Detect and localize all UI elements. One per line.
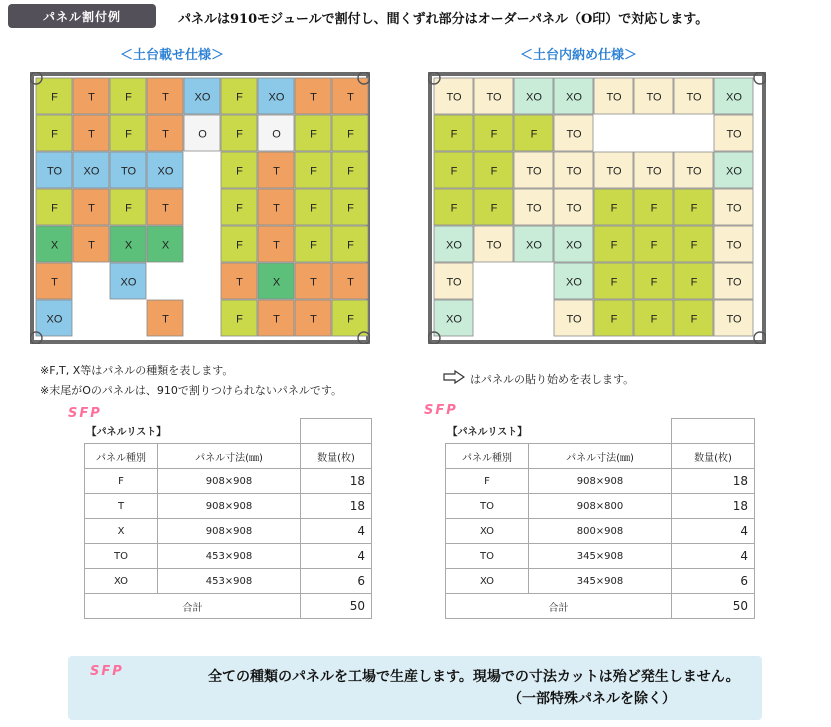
panel-label: XO <box>46 313 63 326</box>
panel-label: F <box>610 239 618 252</box>
cell-qty: 6 <box>301 569 372 594</box>
table-row <box>446 494 755 519</box>
panel-label: T <box>347 276 354 289</box>
cell-qty: 4 <box>301 519 372 544</box>
cell-size: 908×800 <box>529 494 672 519</box>
panel-label: F <box>490 165 498 178</box>
cell-qty: 18 <box>672 469 755 494</box>
cell-size: 345×908 <box>529 569 672 594</box>
panel-label: F <box>490 202 498 215</box>
panel-label: F <box>236 239 243 252</box>
cell-type: TO <box>446 494 529 519</box>
panel-label: T <box>162 313 169 326</box>
panel-label: T <box>88 202 95 215</box>
cell-qty: 4 <box>672 519 755 544</box>
panel-label: F <box>347 202 354 215</box>
panel-label: F <box>310 128 317 141</box>
panel-label: F <box>236 202 243 215</box>
cell-qty: 18 <box>672 494 755 519</box>
panel-label: TO <box>446 91 462 104</box>
note-start-arrow: はパネルの貼り始めを表します。 <box>470 373 635 386</box>
panel-label: TO <box>646 91 662 104</box>
cell-type: TO <box>85 544 158 569</box>
header-qty: 数量(枚) <box>672 444 755 469</box>
panel-label: T <box>273 239 280 252</box>
headline: パネルは910モジュールで割付し、間くずれ部分はオーダーパネル（O印）で対応します。 <box>178 12 709 27</box>
panel-label: F <box>690 202 698 215</box>
cell-qty: 18 <box>301 469 372 494</box>
panel-label: T <box>347 91 354 104</box>
panel-label: F <box>610 276 618 289</box>
header-type: パネル種別 <box>446 444 529 469</box>
panel-label: F <box>690 239 698 252</box>
header-size: パネル寸法(㎜) <box>529 444 672 469</box>
panel-label: T <box>273 165 280 178</box>
panel-label: F <box>450 128 458 141</box>
panel-label: XO <box>194 91 211 104</box>
panel-label: TO <box>526 202 542 215</box>
table-caption: 【パネルリスト】 <box>446 419 672 444</box>
total-value: 50 <box>672 594 755 619</box>
total-label: 合計 <box>85 594 301 619</box>
panel-label: TO <box>726 128 742 141</box>
panel-label: F <box>650 276 658 289</box>
cell-type: X <box>85 519 158 544</box>
info-banner <box>68 656 762 720</box>
cell-type: F <box>85 469 158 494</box>
banner-line2: （一部特殊パネルを除く） <box>508 691 676 707</box>
table-row <box>85 519 372 544</box>
panel-label: F <box>310 202 317 215</box>
panel-label: XO <box>120 276 137 289</box>
panel-label: F <box>690 276 698 289</box>
right-plan-title: ＜土台内納め仕様＞ <box>520 48 638 63</box>
table-row <box>446 569 755 594</box>
panel-label: TO <box>566 165 582 178</box>
banner-line1: 全ての種類のパネルを工場で生産します。現場での寸法カットは殆ど発生しません。 <box>208 669 740 685</box>
panel-label: F <box>51 202 58 215</box>
panel-label: F <box>530 128 538 141</box>
panel-label: XO <box>446 239 462 252</box>
table-total-row <box>85 594 372 619</box>
panel-label: TO <box>566 313 582 326</box>
total-label: 合計 <box>446 594 672 619</box>
panel-label: F <box>650 313 658 326</box>
header-size: パネル寸法(㎜) <box>158 444 301 469</box>
panel-label: T <box>162 202 169 215</box>
table-total-row <box>446 594 755 619</box>
panel-label: TO <box>446 276 462 289</box>
cell-type: XO <box>446 519 529 544</box>
sfp-logo-banner: SFP <box>90 664 124 679</box>
cell-size: 908×908 <box>158 494 301 519</box>
panel-label: F <box>51 91 58 104</box>
panel-label: F <box>650 239 658 252</box>
panel-label: XO <box>726 91 742 104</box>
panel-label: XO <box>726 165 742 178</box>
panel-label: F <box>236 128 243 141</box>
header-type: パネル種別 <box>85 444 158 469</box>
cell-size: 908×908 <box>529 469 672 494</box>
table-row <box>446 519 755 544</box>
panel-label: TO <box>566 128 582 141</box>
panel-label: XO <box>446 313 462 326</box>
panel-label: TO <box>726 239 742 252</box>
note-panel-types: ※F,T, X等はパネルの種類を表します。 <box>40 364 234 377</box>
panel-label: T <box>88 128 95 141</box>
panel-label: F <box>610 313 618 326</box>
note-order-panels: ※末尾がOのパネルは、910で割りつけられないパネルです。 <box>40 384 342 397</box>
table-row <box>446 469 755 494</box>
panel-label: TO <box>486 239 502 252</box>
cell-type: TO <box>446 544 529 569</box>
table-row <box>85 494 372 519</box>
cell-type: XO <box>446 569 529 594</box>
panel-label: F <box>51 128 58 141</box>
cell-type: F <box>446 469 529 494</box>
total-value: 50 <box>301 594 372 619</box>
panel-label: F <box>125 202 132 215</box>
panel-label: XO <box>566 276 582 289</box>
panel-label: O <box>198 128 207 141</box>
panel-label: F <box>347 239 354 252</box>
panel-label: XO <box>566 239 582 252</box>
cell-size: 453×908 <box>158 569 301 594</box>
panel-label: TO <box>46 165 63 178</box>
panel-list-table-right <box>445 418 755 619</box>
cell-qty: 18 <box>301 494 372 519</box>
left-plan-title: ＜土台載せ仕様＞ <box>120 48 225 63</box>
panel-label: TO <box>686 91 702 104</box>
panel-label: XO <box>268 91 285 104</box>
panel-label: O <box>272 128 281 141</box>
panel-label: F <box>690 313 698 326</box>
panel-label: F <box>310 165 317 178</box>
right-floor-plan <box>428 72 766 344</box>
panel-label: TO <box>686 165 702 178</box>
panel-label: TO <box>566 202 582 215</box>
header-qty: 数量(枚) <box>301 444 372 469</box>
panel-list-table-left <box>84 418 372 619</box>
panel-label: F <box>650 202 658 215</box>
panel-label: F <box>125 91 132 104</box>
panel-label: TO <box>120 165 137 178</box>
table-caption: 【パネルリスト】 <box>85 419 301 444</box>
panel-label: TO <box>726 202 742 215</box>
panel-label: F <box>450 202 458 215</box>
cell-size: 908×908 <box>158 469 301 494</box>
panel-label: T <box>236 276 243 289</box>
cell-qty: 4 <box>301 544 372 569</box>
left-floor-plan <box>30 72 370 344</box>
section-tag: パネル割付例 <box>8 4 156 28</box>
panel-label: T <box>273 202 280 215</box>
cell-type: T <box>85 494 158 519</box>
panel-label: F <box>347 313 354 326</box>
panel-label: F <box>125 128 132 141</box>
start-arrow-icon <box>443 370 465 384</box>
panel-label: TO <box>486 91 502 104</box>
cell-type: XO <box>85 569 158 594</box>
panel-label: T <box>310 276 317 289</box>
panel-label: XO <box>157 165 174 178</box>
panel-label: TO <box>606 165 622 178</box>
panel-label: XO <box>526 239 542 252</box>
panel-label: XO <box>526 91 542 104</box>
panel-label: F <box>347 128 354 141</box>
panel-label: T <box>310 91 317 104</box>
panel-label: F <box>310 239 317 252</box>
table-row <box>85 544 372 569</box>
table-row <box>85 469 372 494</box>
panel-label: X <box>272 276 281 289</box>
panel-label: XO <box>566 91 582 104</box>
panel-label: F <box>347 165 354 178</box>
table-row <box>85 569 372 594</box>
cell-qty: 6 <box>672 569 755 594</box>
panel-label: F <box>236 91 243 104</box>
cell-qty: 4 <box>672 544 755 569</box>
cell-size: 800×908 <box>529 519 672 544</box>
panel-label: TO <box>606 91 622 104</box>
panel-label: TO <box>646 165 662 178</box>
panel-label: TO <box>726 276 742 289</box>
panel-label: F <box>236 165 243 178</box>
panel-label: T <box>310 313 317 326</box>
panel-label: F <box>236 313 243 326</box>
panel-label: F <box>490 128 498 141</box>
panel-label: T <box>273 313 280 326</box>
panel-label: T <box>162 91 169 104</box>
panel-label: X <box>124 239 133 252</box>
panel-label: TO <box>526 165 542 178</box>
panel-label: T <box>88 239 95 252</box>
panel-label: F <box>450 165 458 178</box>
cell-size: 453×908 <box>158 544 301 569</box>
panel-label: T <box>51 276 58 289</box>
panel-label: X <box>161 239 170 252</box>
cell-size: 908×908 <box>158 519 301 544</box>
panel-label: T <box>162 128 169 141</box>
panel-label: F <box>610 202 618 215</box>
table-row <box>446 544 755 569</box>
panel-label: XO <box>83 165 100 178</box>
sfp-logo-right: SFP <box>424 403 458 418</box>
sfp-logo-left: SFP <box>68 406 102 421</box>
cell-size: 345×908 <box>529 544 672 569</box>
panel-label: X <box>50 239 59 252</box>
panel-label: TO <box>726 313 742 326</box>
panel-label: T <box>88 91 95 104</box>
